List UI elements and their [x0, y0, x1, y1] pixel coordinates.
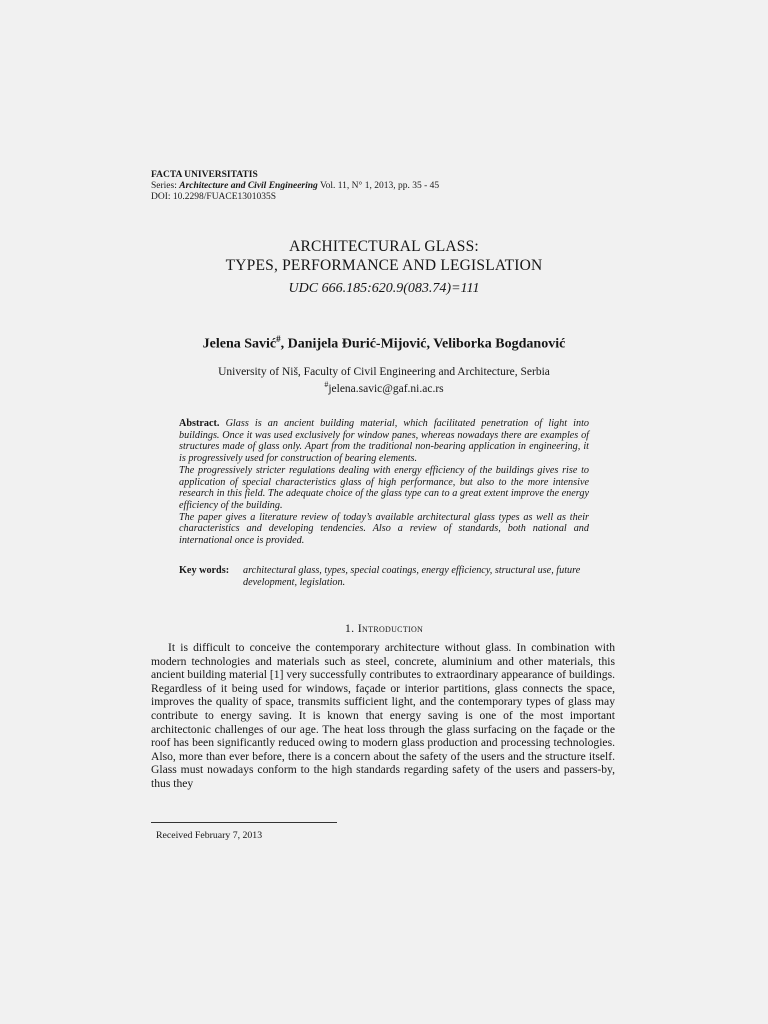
series-label: Series: — [151, 181, 180, 191]
keywords-label: Key words: — [179, 565, 230, 576]
series-volume: Vol. 11, N° 1, 2013, pp. 35 - 45 — [317, 181, 440, 191]
footnote-divider — [151, 822, 337, 823]
abstract-label: Abstract — [179, 418, 217, 429]
body-paragraph-1: It is difficult to conceive the contemporary architecture without glass. In combination with modern technologies and materials such as steel, concrete, aluminium and other materials, this ancient building material [1] very successfully contributes to extraordinary appearance of buildings. Regardless of it being used for windows, façade or interior partitions, glass connects the space, improves the quality of space, transmits sufficient light, and the contemporary types of glass may contribute to energy saving. It is known that energy saving is one of the most important architectonic challenges of our age. The heat loss through the glass surfacing on the façade or the roof has been significantly reduced owing to modern glass production and processing technologies. Also, more than ever before, there is a concern about the safety of the users and the structure itself. Glass must nowadays conform to the high standards regarding safety of the users and passers-by, thus they — [151, 641, 615, 790]
author-1-mark: # — [276, 334, 281, 344]
body-text — [151, 641, 615, 791]
abstract-paragraph-1: Abstract. Glass is an ancient building material, which facilitated penetration of light into buildings. Once it was used exclusively for window panes, whereas nowadays there are examples of structures made of glass only. Apart from the traditional non-bearing application in engineering, it is progressively used for construction of bearing elements. — [179, 418, 589, 465]
paper-title-line-1: ARCHITECTURAL GLASS: — [289, 238, 479, 255]
email-line — [0, 380, 768, 395]
doi-line: DOI: 10.2298/FUACE1301035S — [151, 192, 277, 202]
abstract-paragraph-3: The paper gives a literature review of today’s available architectural glass types as well as their characteristics and developing tendencies. Also a review of standards, both national and international once is provided. — [179, 511, 589, 547]
udc-code: UDC 666.185:620.9(083.74)=111 — [288, 281, 480, 296]
paper-title-line-2: TYPES, PERFORMANCE AND LEGISLATION — [225, 257, 543, 274]
footnote: Received February 7, 2013 — [156, 830, 263, 841]
journal-name: FACTA UNIVERSITATIS — [151, 170, 258, 180]
series-line — [151, 181, 439, 192]
author-list — [0, 334, 768, 353]
series-name: Architecture and Civil Engineering — [179, 181, 318, 191]
keywords — [179, 565, 589, 588]
abstract-text-1: Glass is an ancient building material, which facilitated penetration of light into buildings. Once it was used exclusively for window panes, whereas nowadays there are examples of structures made of glass only. Apart from the traditional non-bearing application in engineering, it is progressively used for construction of bearing elements. — [179, 418, 589, 465]
email-mark: # — [324, 380, 329, 389]
abstract — [179, 418, 589, 547]
affiliation: University of Niš, Faculty of Civil Engineering and Architecture, Serbia — [218, 366, 550, 378]
author-1: Jelena Savić — [202, 336, 277, 352]
section-heading: 1. Introduction — [344, 621, 424, 635]
email-address: jelena.savic@gaf.ni.ac.rs — [328, 382, 444, 395]
keywords-values: architectural glass, types, special coatings, energy efficiency, structural use, future development, legislation. — [243, 565, 581, 588]
other-authors: , Danijela Đurić-Mijović, Veliborka Bogdanović — [280, 336, 566, 352]
abstract-paragraph-2: The progressively stricter regulations dealing with energy efficiency of the buildings gives rise to application of special characteristics glass of high performance, but also to the more intensive research in this field. The adequate choice of the glass type can to a great extent improve the energy efficiency of the building. — [179, 464, 589, 511]
